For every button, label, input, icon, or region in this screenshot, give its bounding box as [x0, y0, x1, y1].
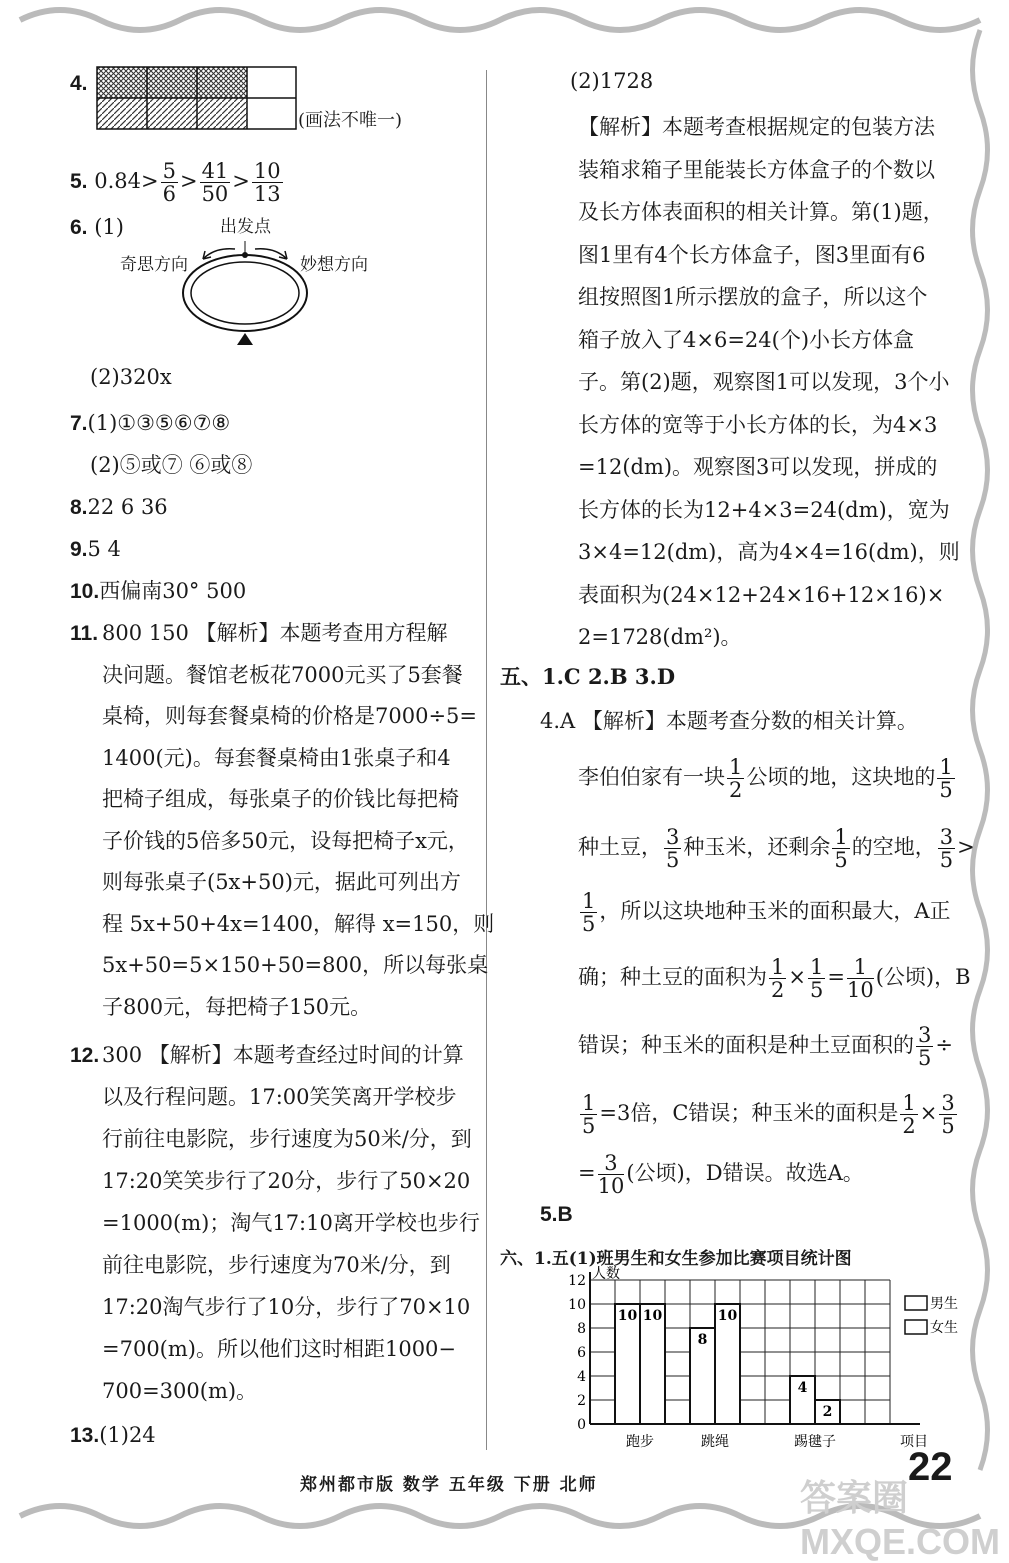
text-line: 程 5x+50+4x=1400，解得 x=150，则: [102, 911, 495, 936]
text-line: 行前往电影院，步行速度为50米/分，到: [102, 1127, 472, 1151]
q5-line: 5. 0.84> $\frac{5}{6}$ > $\frac{41}{50}$ > $\frac{10}{13}$: [70, 159, 281, 206]
bar-value-label: 10: [617, 1308, 638, 1324]
legend-swatch: [905, 1296, 927, 1310]
text-line: 1400(元)。每套餐桌椅由1张桌子和4: [102, 745, 451, 770]
text-line: 300 【解析】本题考查经过时间的计算: [102, 1043, 464, 1067]
s5-q4-line2: 种土豆， $\frac{3}{5}$ 种玉米，还剩余 $\frac{1}{5}$ 的空地， $\frac{3}{5}$ >: [578, 825, 975, 872]
section6-label: 六、1.: [500, 1249, 552, 1269]
section5-answers: 1.C 2.B 3.D: [542, 664, 676, 689]
text-line: 以及行程问题。17:00笑笑离开学校步: [102, 1085, 457, 1109]
text-line: 【解析】本题考查根据规定的包装方法: [578, 115, 935, 139]
q6-part1: (1): [94, 215, 124, 239]
chart-title: 五(1)班男生和女生参加比赛项目统计图: [551, 1249, 852, 1269]
y-tick-label: 12: [568, 1273, 586, 1289]
text-line: 17:20笑笑步行了20分，步行了50×20: [102, 1169, 471, 1193]
q9-number: 9.: [70, 538, 88, 561]
bar-value-label: 10: [642, 1308, 663, 1324]
q10-number: 10.: [70, 580, 100, 603]
top-border: [0, 0, 1009, 40]
legend-label: 女生: [930, 1320, 958, 1336]
y-axis-label: 人数: [592, 1266, 620, 1282]
bar-value-label: 10: [717, 1308, 738, 1324]
q10-answer: 西偏南30° 500: [99, 579, 247, 603]
bar-value-label: 8: [697, 1332, 708, 1348]
legend-swatch: [905, 1320, 927, 1334]
text-line: 子。第(2)题，观察图1可以发现，3个小: [578, 370, 950, 394]
prev-answer: (2)1728: [570, 69, 654, 93]
text-line: 桌椅，则每套餐桌椅的价格是7000÷5=: [102, 704, 477, 728]
right-border: [965, 30, 995, 1500]
bar-value-label: 2: [822, 1404, 833, 1420]
section5-label: 五、: [500, 664, 542, 689]
y-tick-label: 8: [577, 1321, 586, 1337]
text-line: 子800元，每把椅子150元。: [102, 994, 372, 1019]
footer-text: 郑州都市版 数学 五年级 下册 北师: [300, 1475, 598, 1495]
legend-label: 男生: [930, 1296, 958, 1312]
text-line: 5x+50=5×150+50=800，所以每张桌: [102, 953, 489, 977]
text-line: 700=300(m)。: [102, 1379, 258, 1403]
text-line: =12(dm)。观察图3可以发现，拼成的: [578, 455, 938, 479]
text-line: 图1里有4个长方体盒子，图3里面有6: [578, 242, 926, 267]
s5-q5: 5.B: [540, 1203, 573, 1226]
s5-q4-head: 4.A 【解析】本题考查分数的相关计算。: [540, 709, 918, 733]
q12-number: 12.: [70, 1044, 100, 1067]
x-category-label: 跳绳: [701, 1434, 729, 1450]
s5-q4-line1: 李伯伯家有一块 $\frac{1}{2}$ 公顷的地，这块地的 $\frac{1}{5}$: [578, 755, 953, 802]
column-divider: [486, 70, 487, 1450]
y-tick-label: 2: [577, 1393, 586, 1409]
q4-grid-figure: [96, 66, 298, 130]
text-line: 箱子放入了4×6=24(个)小长方体盒: [578, 327, 915, 352]
q9-answer: 5 4: [87, 537, 121, 561]
text-line: 及长方体表面积的相关计算。第(1)题，: [578, 200, 944, 224]
q13-number: 13.: [70, 1424, 100, 1447]
watermark: 答案圈 MXQE.COM: [800, 1477, 1001, 1562]
q7-part1: (1)①③⑤⑥⑦⑧: [87, 411, 231, 435]
y-tick-label: 0: [577, 1417, 586, 1433]
text-line: 表面积为(24×12+24×16+12×16)×: [578, 582, 945, 607]
text-line: 17:20淘气步行了10分，步行了70×10: [102, 1295, 471, 1319]
q6-left-direction: 奇思方向: [120, 255, 188, 275]
bar-chart: [550, 1266, 960, 1478]
s5-q4-line7: = $\frac{3}{10}$ (公顷)，D错误。故选A。: [578, 1151, 864, 1198]
q6-number: 6.: [70, 216, 88, 239]
text-line: 把椅子组成，每张桌子的价钱比每把椅: [102, 787, 459, 811]
s5-q4-line3: $\frac{1}{5}$ ，所以这块地种玉米的面积最大，A正: [582, 889, 951, 936]
s5-q4-line6: $\frac{1}{5}$ =3倍，C错误；种玉米的面积是 $\frac{1}{2}$ × $\frac{3}{5}$: [582, 1091, 955, 1138]
x-category-label: 跑步: [626, 1434, 654, 1450]
q11-number: 11.: [70, 622, 99, 645]
q8-answer: 22 6 36: [87, 495, 168, 519]
s5-q4-line5: 错误；种玉米的面积是种土豆面积的 $\frac{3}{5}$ ÷: [578, 1023, 953, 1070]
text-line: 800 150 【解析】本题考查用方程解: [102, 621, 448, 645]
y-tick-label: 4: [577, 1369, 586, 1385]
text-line: 决问题。餐馆老板花7000元买了5套餐: [102, 662, 463, 687]
q13-answer: (1)24: [99, 1423, 156, 1447]
y-tick-label: 6: [577, 1345, 586, 1361]
s5-q4-line4: 确；种土豆的面积为 $\frac{1}{2}$ × $\frac{1}{5}$ = $\frac{1}{10}$ (公顷)，B: [578, 955, 971, 1002]
text-line: =700(m)。所以他们这时相距1000−: [102, 1337, 457, 1361]
text-line: 组按照图1所示摆放的盒子，所以这个: [578, 285, 928, 309]
x-category-label: 踢毽子: [794, 1434, 836, 1450]
q6-right-direction: 妙想方向: [300, 255, 368, 275]
text-line: 长方体的宽等于小长方体的长，为4×3: [578, 412, 938, 437]
q8-number: 8.: [70, 496, 88, 519]
q7-part2: (2)⑤或⑦ ⑥或⑧: [90, 453, 253, 477]
q4-note: (画法不唯一): [298, 110, 403, 131]
q4-number: 4.: [70, 72, 88, 95]
text-line: 子价钱的5倍多50元，设每把椅子x元，: [102, 828, 469, 853]
page-number: 22: [908, 1445, 953, 1489]
y-tick-label: 10: [568, 1297, 586, 1313]
text-line: 则每张桌子(5x+50)元，据此可列出方: [102, 870, 461, 894]
text-line: 长方体的长为12+4×3=24(dm)，宽为: [578, 497, 950, 522]
text-line: 装箱求箱子里能装长方体盒子的个数以: [578, 157, 935, 182]
q6-track-figure: [175, 235, 315, 350]
text-line: 前往电影院，步行速度为70米/分，到: [102, 1253, 451, 1277]
x-axis-label: 项目: [900, 1434, 928, 1450]
q6-part2: (2)320x: [90, 365, 172, 389]
text-line: =1000(m)；淘气17:10离开学校也步行: [102, 1211, 480, 1235]
bar-value-label: 4: [797, 1380, 808, 1396]
text-line: 3×4=12(dm)，高为4×4=16(dm)，则: [578, 540, 960, 564]
q6-start-label: 出发点: [220, 217, 271, 237]
q7-number: 7.: [70, 412, 88, 435]
text-line: 2=1728(dm²)。: [578, 625, 742, 649]
